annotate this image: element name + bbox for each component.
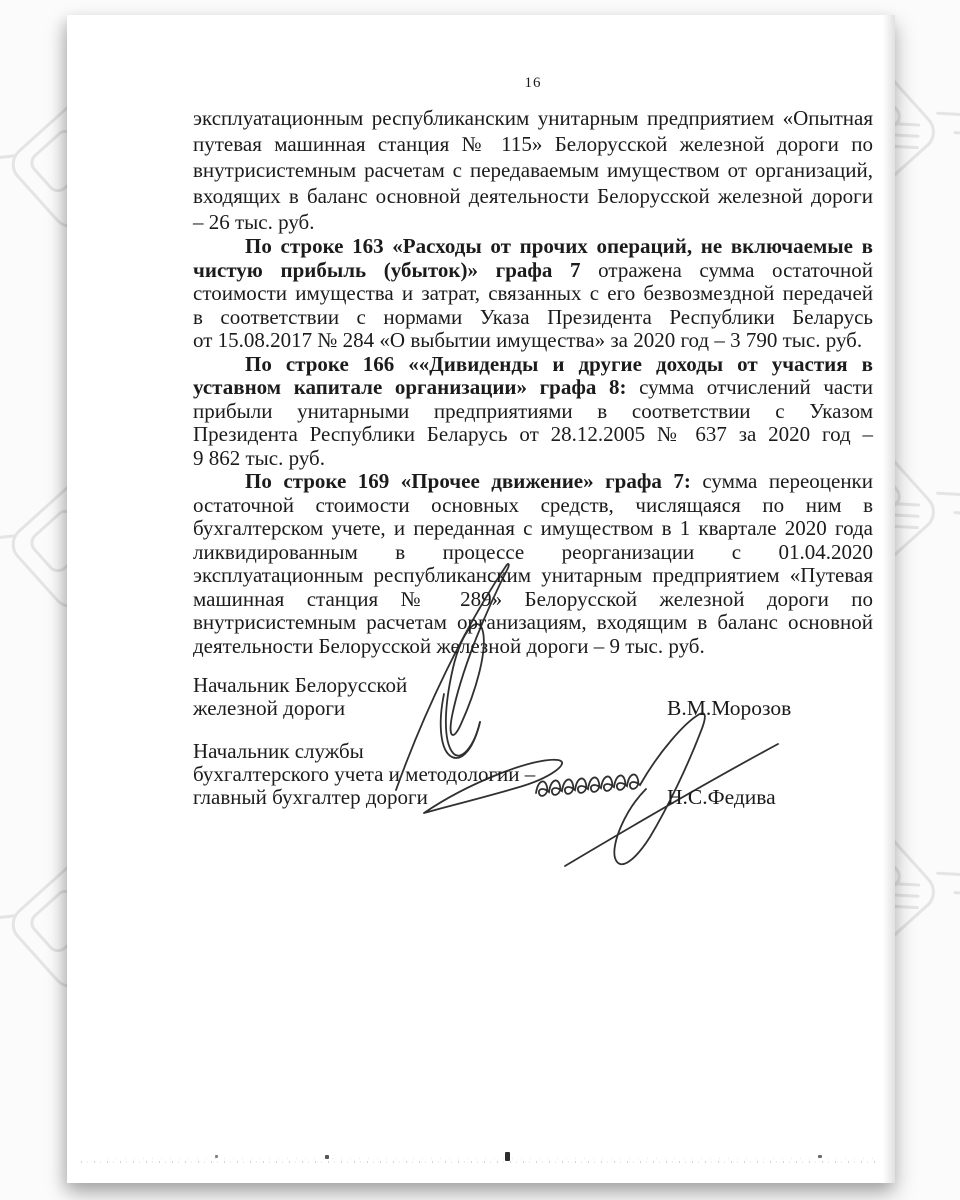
bold-text-run: По строке 163 «Расходы от прочих операций, не включаемые в <box>245 234 873 258</box>
text-line <box>193 588 873 612</box>
text-run: сумма отчислений части <box>626 375 873 399</box>
text-line <box>193 353 873 377</box>
text-run: входящих в баланс основной деятельности Белорусской железной дороги <box>193 184 873 208</box>
scan-edge-shadow <box>883 15 895 1183</box>
scan-speck <box>325 1155 329 1159</box>
text-run: машинная станция № 289» Белорусской железной дороги по <box>193 586 873 611</box>
text-run: ликвидированным в процессе реорганизации с 01.04.2020 <box>193 539 873 564</box>
text-line <box>193 376 873 400</box>
text-run: эксплуатационным республиканским унитарным предприятием «Опытная <box>193 106 873 130</box>
text-run: отражена сумма остаточной <box>580 257 874 282</box>
text-run: бухгалтерском учете, и переданная с имуществом в 1 квартале 2020 года <box>193 516 873 540</box>
text-run: внутрисистемным расчетам организациям, входящим в баланс основной <box>193 610 873 634</box>
text-line <box>193 259 873 283</box>
text-line <box>193 470 873 494</box>
text-line <box>193 183 873 209</box>
text-line <box>193 131 873 157</box>
paragraphs <box>193 105 873 658</box>
signatory-title <box>193 674 407 720</box>
text-run: деятельности Белорусской железной дороги – 9 тыс. руб. <box>193 633 705 658</box>
text-line <box>193 282 873 306</box>
text-line <box>193 209 873 235</box>
bold-text-run: уставном капитале организации» графа 8: <box>193 375 627 399</box>
page-number: 16 <box>524 75 542 91</box>
text-line <box>193 541 873 565</box>
paragraph <box>193 353 873 471</box>
signatory-title-line: бухгалтерского учета и методологии – <box>193 762 536 786</box>
text-run: в соответствии с нормами Указа Президента Республики Беларусь <box>193 304 873 329</box>
text-line <box>193 517 873 541</box>
text-run: 9 862 тыс. руб. <box>193 445 325 470</box>
signature-block-director <box>193 674 873 720</box>
text-line <box>193 635 873 659</box>
signatory-title-line: железной дороги <box>193 696 346 720</box>
signatory-name: Н.С.Федива <box>667 785 776 809</box>
text-line <box>193 306 873 330</box>
text-run: эксплуатационным республиканским унитарным предприятием «Путевая <box>193 563 873 587</box>
text-line <box>193 447 873 471</box>
signatory-name: В.М.Морозов <box>667 696 792 720</box>
text-run: прибыли унитарными предприятиями в соответствии с Указом <box>193 398 873 423</box>
text-line <box>193 329 873 353</box>
bold-text-run: По строке 166 ««Дивиденды и другие доходы от участия в <box>245 351 873 376</box>
text-line <box>193 611 873 635</box>
text-line <box>193 157 873 183</box>
text-line <box>193 494 873 518</box>
scan-noise-line <box>107 1158 879 1159</box>
signatory-title-line: главный бухгалтер дороги <box>193 785 428 809</box>
document-page <box>67 15 895 1183</box>
text-run: Президента Республики Беларусь от 28.12.2005 № 637 за 2020 год – <box>193 422 873 446</box>
scan-noise-line <box>81 1161 879 1163</box>
text-line <box>193 564 873 588</box>
signature-block-chief-accountant <box>193 740 873 809</box>
bold-text-run: чистую прибыль (убыток)» графа 7 <box>193 257 581 282</box>
paragraph <box>193 470 873 658</box>
text-run: сумма переоценки <box>690 469 873 493</box>
paragraph <box>193 235 873 353</box>
bold-text-run: По строке 169 «Прочее движение» графа 7: <box>245 469 691 493</box>
paragraph <box>193 105 873 235</box>
text-run: остаточной стоимости основных средств, числящаяся по ним в <box>193 492 873 517</box>
text-line <box>193 400 873 424</box>
scan-speck <box>505 1152 510 1161</box>
text-run: стоимости имущества и затрат, связанных с его безвозмездной передачей <box>193 281 873 305</box>
signatory-title <box>193 740 535 809</box>
document-content <box>193 75 873 809</box>
text-run: внутрисистемным расчетам с передаваемым имуществом от организаций, <box>193 158 873 182</box>
text-run: от 15.08.2017 № 284 «О выбытии имущества» за 2020 год – 3 790 тыс. руб. <box>193 328 863 352</box>
text-line <box>193 423 873 447</box>
signatory-title-line: Начальник Белорусской <box>193 673 408 697</box>
text-line <box>193 105 873 131</box>
text-run: – 26 тыс. руб. <box>193 210 315 234</box>
text-line <box>193 235 873 259</box>
scan-speck <box>818 1155 822 1158</box>
signatory-title-line: Начальник службы <box>193 739 364 763</box>
text-run: путевая машинная станция № 115» Белорусской железной дороги по <box>193 132 873 156</box>
scan-speck <box>215 1155 218 1158</box>
